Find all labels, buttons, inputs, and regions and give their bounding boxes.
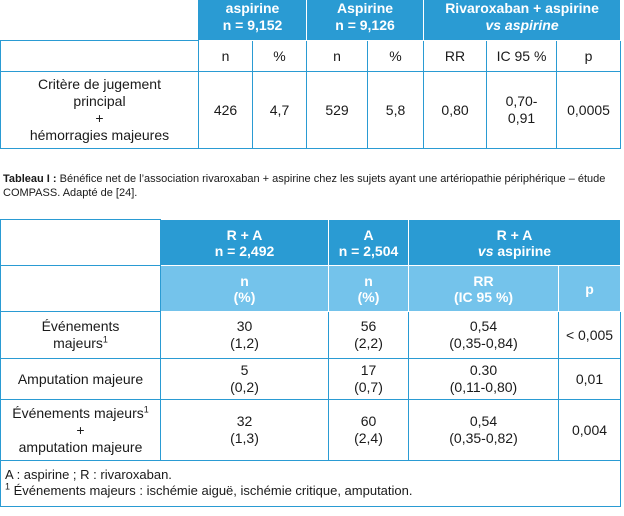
header-line: n = 2,504: [338, 242, 399, 259]
row-label: Événements majeurs: [41, 318, 120, 351]
table2-cell: 0,54 (0,35-0,82): [409, 400, 559, 461]
table1-cell: 5,8: [368, 72, 424, 149]
table1-subheader: %: [368, 41, 424, 72]
table1-header-rivaroxaban-aspirine: [199, 0, 307, 41]
table2-subheader-ra: [161, 266, 329, 312]
table2-cell: 32 (1,3): [161, 400, 329, 461]
table1-subheader: n: [199, 41, 253, 72]
header-vs: vs: [477, 242, 494, 259]
subheader-line: (IC 95 %): [453, 288, 514, 305]
table2-cell: 17 (0,7): [329, 359, 409, 400]
row-label-line: +: [95, 110, 104, 126]
table1-header-text: Rivaroxaban + aspirine: [445, 0, 599, 16]
row-label-line: hémorragies majeures: [29, 127, 170, 143]
table1-cell: 4,7: [253, 72, 307, 149]
header-line: n = 2,492: [214, 242, 275, 259]
table1-subheader: RR: [424, 41, 487, 72]
table1-header-text: aspirine: [225, 0, 280, 16]
table2-footnote: [1, 461, 621, 507]
row-label-line: principal: [73, 93, 126, 109]
row-label-line: amputation majeure: [18, 438, 143, 455]
table-caption: [3, 172, 619, 200]
table1-cell: 0,80: [424, 72, 487, 149]
footnote-line: [5, 483, 616, 499]
table1-cell: 0,0005: [557, 72, 621, 149]
subheader-line: p: [585, 280, 594, 297]
row-label-line: +: [76, 421, 85, 438]
table2-subheader-a: [329, 266, 409, 312]
table1-header-count: n = 9,152: [222, 16, 283, 33]
table2-cell: 0.30 (0,11-0,80): [409, 359, 559, 400]
table1-subheader: %: [253, 41, 307, 72]
header-text: aspirine: [493, 242, 552, 259]
compass-results-table: [0, 0, 621, 149]
footnote-marker: 1: [143, 403, 149, 414]
table2-header-blank: [1, 220, 161, 266]
footnote-text: Événements majeurs : ischémie aiguë, ischémie critique, amputation.: [10, 483, 413, 498]
caption-text: Bénéfice net de l’association rivaroxaban + aspirine chez les sujets ayant une artériopathie périphérique – étude COMPASS. Adapté de [24].: [3, 173, 606, 199]
footnote-line: A : aspirine ; R : rivaroxaban.: [5, 467, 172, 482]
subheader-line: (%): [233, 288, 256, 305]
table1-row-label: [1, 72, 199, 149]
row-label: Événements majeurs: [12, 404, 144, 421]
table1-subheader: p: [557, 41, 621, 72]
table2-cell: 0,01: [559, 359, 621, 400]
table2-header-a: [329, 220, 409, 266]
table1-header-count: n = 9,126: [335, 16, 395, 33]
table2-header-comparison: [409, 220, 621, 266]
subheader-line: n: [364, 272, 373, 289]
table1-subheader-blank: [1, 41, 199, 72]
table2-subheader-rr: [409, 266, 559, 312]
header-line: A: [363, 226, 374, 243]
header-line: [409, 243, 620, 259]
subheader-line: RR: [473, 272, 494, 289]
table1-cell: 426: [199, 72, 253, 149]
caption-label: Tableau I :: [3, 173, 57, 185]
table1-subheader: IC 95 %: [487, 41, 557, 72]
row-label-line: Critère de jugement: [38, 76, 161, 92]
table2-cell: 56 (2,2): [329, 312, 409, 359]
table2-cell: 0,004: [559, 400, 621, 461]
table2-cell: 0,54 (0,35-0,84): [409, 312, 559, 359]
table1-cell: 529: [307, 72, 368, 149]
table1-header-aspirine: [307, 0, 424, 41]
subheader-line: (%): [357, 288, 380, 305]
table1-header-vs: vs aspirine: [485, 16, 559, 33]
table1-header-blank: [1, 0, 199, 41]
table2-subheader-blank: [1, 266, 161, 312]
header-line: R + A: [226, 226, 263, 243]
table2-cell: 60 (2,4): [329, 400, 409, 461]
subheader-line: n: [240, 272, 249, 289]
table2-cell: 30 (1,2): [161, 312, 329, 359]
table2-row-label: [1, 312, 161, 359]
header-line: R + A: [496, 226, 533, 243]
table2-subheader-p: [559, 266, 621, 312]
table1-header-text: Aspirine: [337, 0, 394, 16]
table2-row-label: Amputation majeure: [1, 359, 161, 400]
table2-cell: 5 (0,2): [161, 359, 329, 400]
outcomes-table: [0, 219, 621, 507]
table2-header-ra: [161, 220, 329, 266]
table2-row-label: [1, 400, 161, 461]
table1-subheader: n: [307, 41, 368, 72]
footnote-marker: 1: [102, 334, 108, 345]
table2-cell: < 0,005: [559, 312, 621, 359]
table1-header-comparison: [424, 0, 621, 41]
row-label-line: [1, 405, 160, 422]
footnote-marker: 1: [5, 481, 11, 492]
table1-cell: 0,70- 0,91: [487, 72, 557, 149]
